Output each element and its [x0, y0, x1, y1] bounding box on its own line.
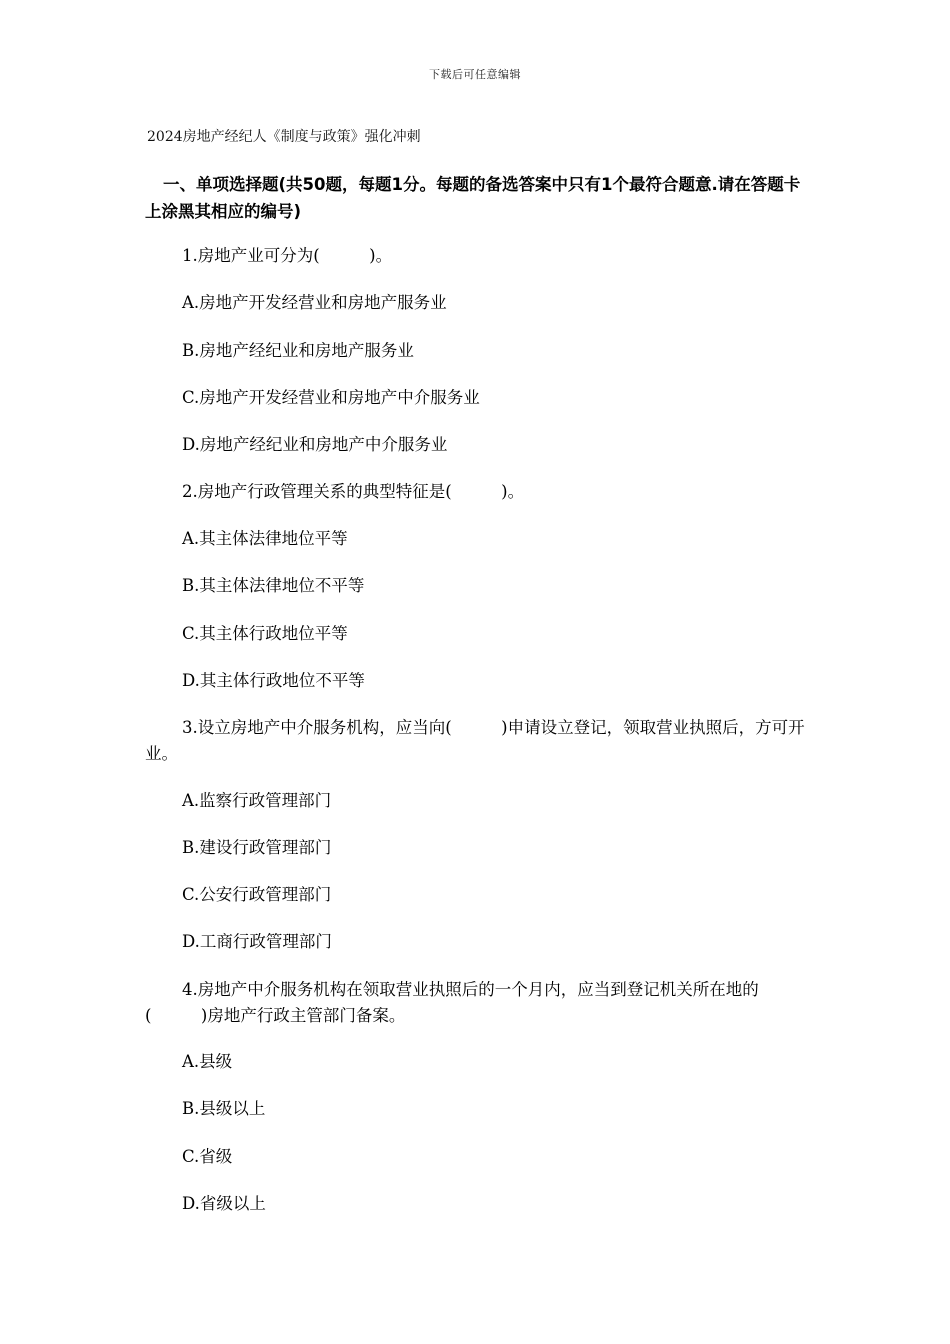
answer-option: D.省级以上 [182, 1194, 266, 1213]
header-note: 下载后可任意编辑 [429, 68, 521, 81]
answer-option: C.省级 [182, 1147, 233, 1166]
document-title: 2024房地产经纪人《制度与政策》强化冲刺 [147, 129, 421, 145]
question-stem: 3.设立房地产中介服务机构，应当向( )申请设立登记，领取营业执照后，方可开业。 [145, 718, 805, 763]
answer-option: D.房地产经纪业和房地产中介服务业 [182, 435, 448, 454]
answer-option: A.监察行政管理部门 [182, 791, 332, 810]
answer-option: B.其主体法律地位不平等 [182, 576, 365, 595]
answer-option: B.县级以上 [182, 1099, 266, 1118]
answer-option: A.房地产开发经营业和房地产服务业 [182, 293, 447, 312]
answer-option: A.县级 [182, 1052, 233, 1071]
answer-option: A.其主体法律地位平等 [182, 529, 348, 548]
answer-option: C.其主体行政地位平等 [182, 624, 348, 643]
answer-option: D.其主体行政地位不平等 [182, 671, 365, 690]
answer-option: B.建设行政管理部门 [182, 838, 332, 857]
question-stem: 4.房地产中介服务机构在领取营业执照后的一个月内，应当到登记机关所在地的( )房地产行政主管部门备案。 [145, 980, 759, 1025]
question-stem: 2.房地产行政管理关系的典型特征是( )。 [182, 482, 525, 501]
answer-option: C.房地产开发经营业和房地产中介服务业 [182, 388, 480, 407]
answer-option: D.工商行政管理部门 [182, 932, 332, 951]
answer-option: C.公安行政管理部门 [182, 885, 332, 904]
answer-option: B.房地产经纪业和房地产服务业 [182, 341, 414, 360]
question-stem: 1.房地产业可分为( )。 [182, 246, 393, 265]
section-heading: 一、单项选择题(共50题，每题1分。每题的备选答案中只有1个最符合题意.请在答题卡上涂黑其相应的编号) [145, 175, 801, 221]
